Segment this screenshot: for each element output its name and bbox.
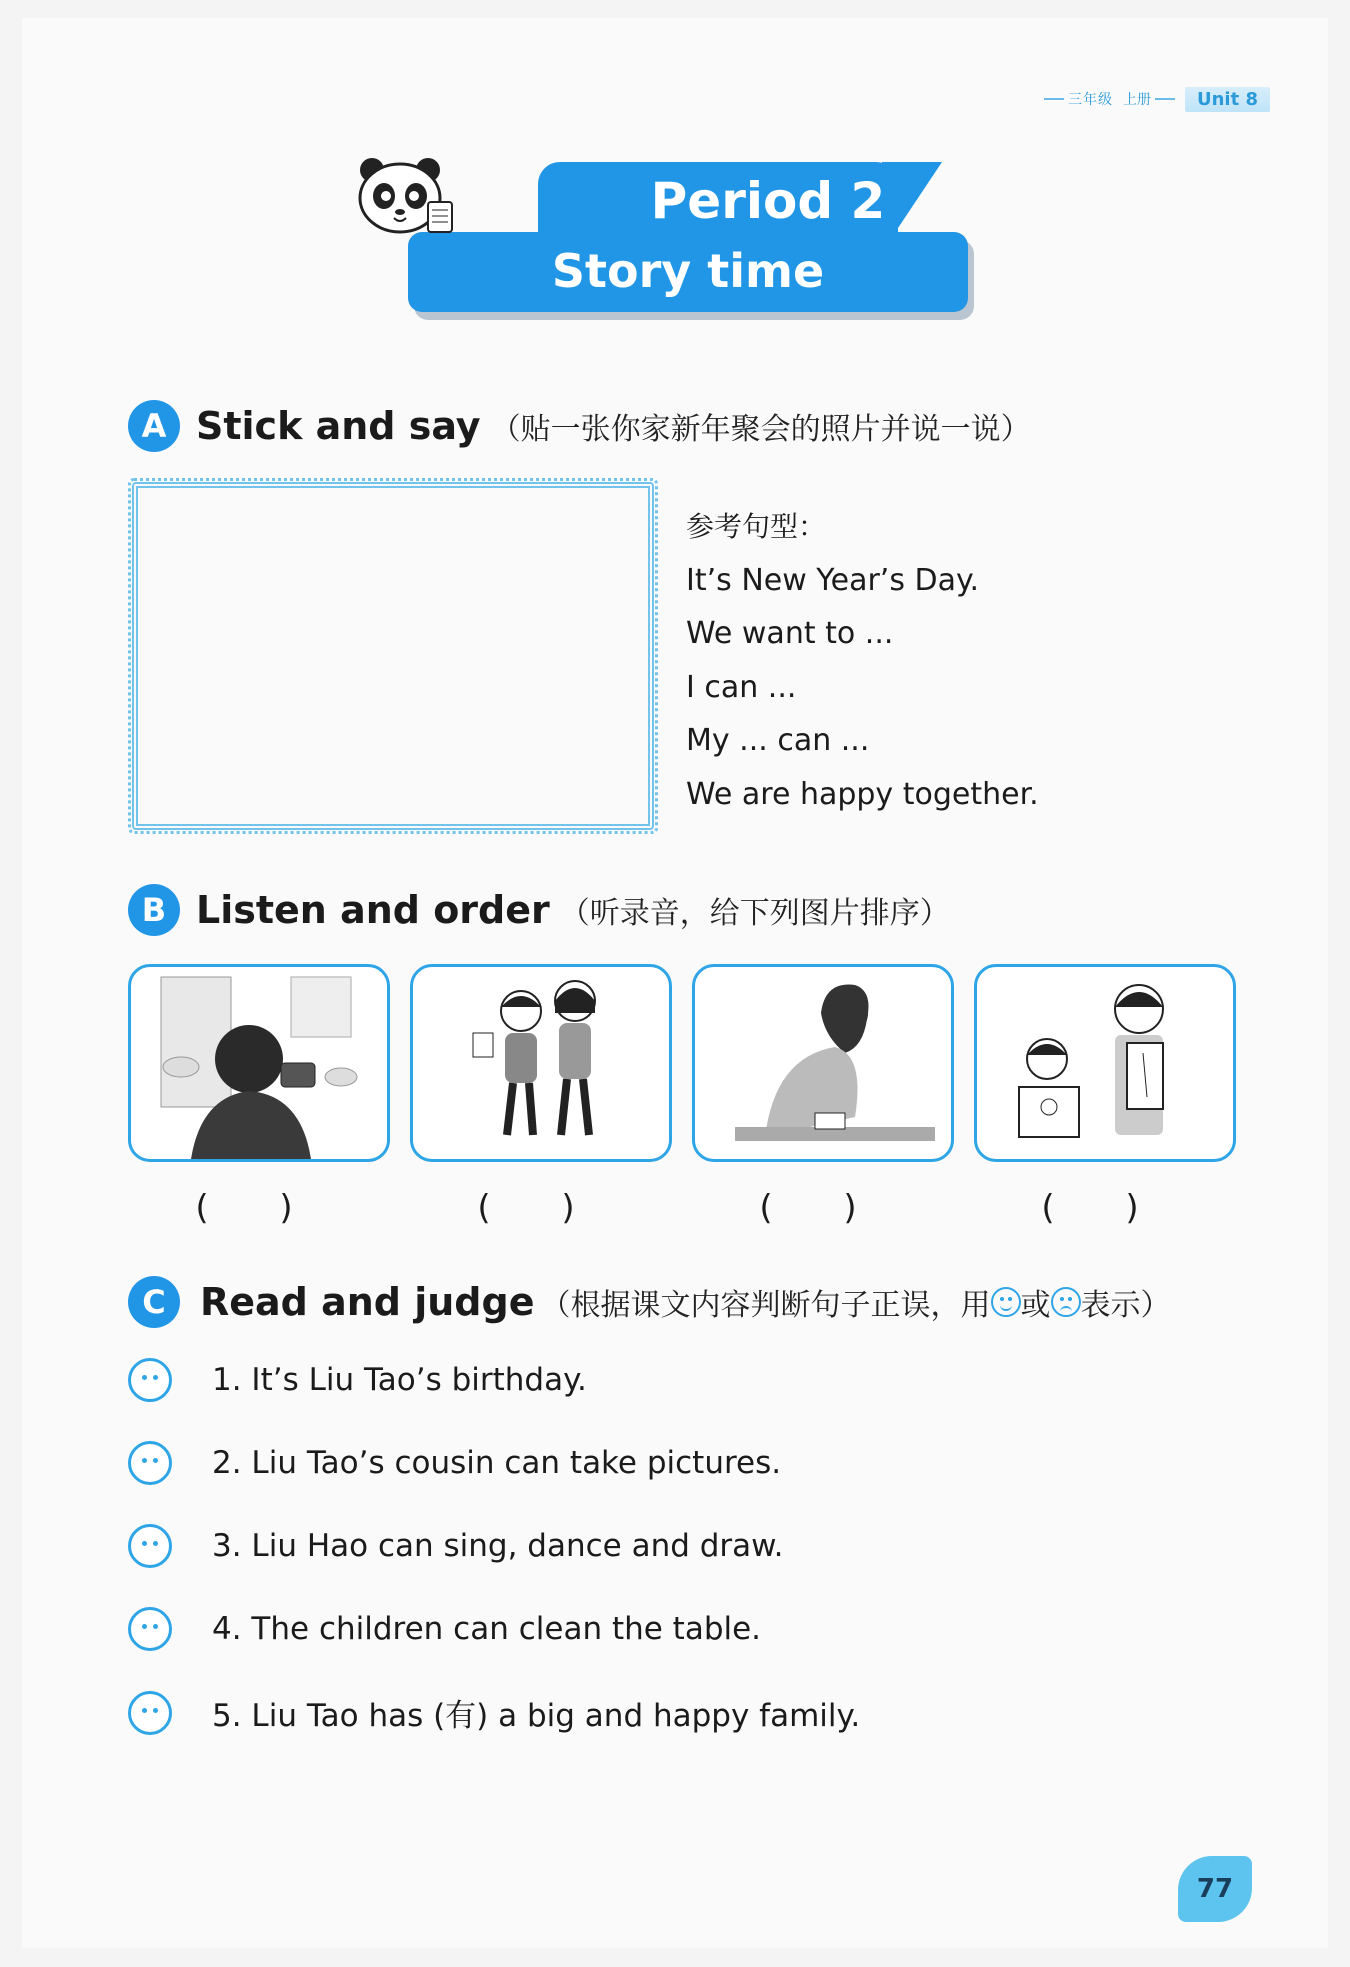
unit-header <box>1040 84 1270 114</box>
section-c-header <box>128 1276 1171 1328</box>
order-blank[interactable]: ( ) <box>1041 1188 1169 1228</box>
judge-item <box>128 1441 781 1485</box>
pattern-line: I can ... <box>686 669 797 705</box>
judge-item <box>128 1524 784 1568</box>
section-badge: B <box>128 884 180 936</box>
section-title: Listen and order <box>196 888 550 932</box>
divider <box>1044 98 1064 100</box>
section-a-header <box>128 400 1031 452</box>
picture-photo-taking <box>128 964 390 1162</box>
children-walking-icon <box>413 967 669 1159</box>
divider <box>1155 98 1175 100</box>
smiley-face-icon <box>991 1287 1021 1317</box>
judge-statement: 1. It’s Liu Tao’s birthday. <box>212 1362 587 1398</box>
period-title: Period 2 <box>650 172 886 230</box>
period-banner <box>408 162 976 312</box>
judge-item <box>128 1607 761 1651</box>
judge-item <box>128 1690 860 1735</box>
lesson-title: Story time <box>551 244 825 298</box>
answer-face-icon[interactable] <box>128 1607 172 1651</box>
answer-face-icon[interactable] <box>128 1358 172 1402</box>
answer-face-icon[interactable] <box>128 1524 172 1568</box>
patterns-label: 参考句型： <box>686 510 827 543</box>
boy-taking-photo-icon <box>131 967 387 1159</box>
sad-face-icon <box>1051 1287 1081 1317</box>
judge-statement: 3. Liu Hao can sing, dance and draw. <box>212 1528 784 1564</box>
picture-row <box>128 964 1238 1164</box>
judge-item <box>128 1358 587 1402</box>
answer-face-icon[interactable] <box>128 1441 172 1485</box>
section-title: Read and judge <box>200 1280 535 1324</box>
pattern-line: My ... can ... <box>686 723 870 758</box>
grade-label: 三年级 <box>1068 92 1113 108</box>
panda-mascot-icon <box>350 154 460 244</box>
sentence-patterns <box>686 500 1286 821</box>
instruction-text: 或 <box>1020 1288 1051 1323</box>
picture-boys-drawings <box>974 964 1236 1162</box>
pattern-line: We want to ... <box>686 616 894 651</box>
picture-mother-cleaning <box>692 964 954 1162</box>
instruction-text: 表示） <box>1080 1288 1171 1323</box>
boys-showing-drawings-icon <box>977 967 1233 1159</box>
page-number: 77 <box>1178 1856 1252 1922</box>
judge-statement: 2. Liu Tao’s cousin can take pictures. <box>212 1445 782 1481</box>
order-blank[interactable]: ( ) <box>477 1188 605 1228</box>
woman-cleaning-table-icon <box>695 967 951 1159</box>
section-instruction: （贴一张你家新年聚会的照片并说一说） <box>490 412 1031 447</box>
section-instruction: （听录音，给下列图片排序） <box>559 896 950 931</box>
unit-label: Unit 8 <box>1185 87 1270 112</box>
order-blank[interactable]: ( ) <box>759 1188 887 1228</box>
section-badge: A <box>128 400 180 452</box>
section-b-header <box>128 884 950 936</box>
term-label: 上册 <box>1123 92 1151 108</box>
judge-statement: 4. The children can clean the table. <box>212 1611 762 1647</box>
section-badge: C <box>128 1276 180 1328</box>
order-blank[interactable]: ( ) <box>195 1188 323 1228</box>
photo-placeholder-box[interactable] <box>132 482 654 830</box>
judge-statement: 5. Liu Tao has (有) a big and happy family. <box>212 1698 861 1734</box>
answer-face-icon[interactable] <box>128 1691 172 1735</box>
picture-children-walking <box>410 964 672 1162</box>
pattern-line: It’s New Year’s Day. <box>686 562 979 598</box>
pattern-line: We are happy together. <box>686 776 1039 812</box>
instruction-text: （根据课文内容判断句子正误，用 <box>540 1288 991 1323</box>
section-title: Stick and say <box>196 404 481 448</box>
section-instruction <box>541 1280 1171 1324</box>
